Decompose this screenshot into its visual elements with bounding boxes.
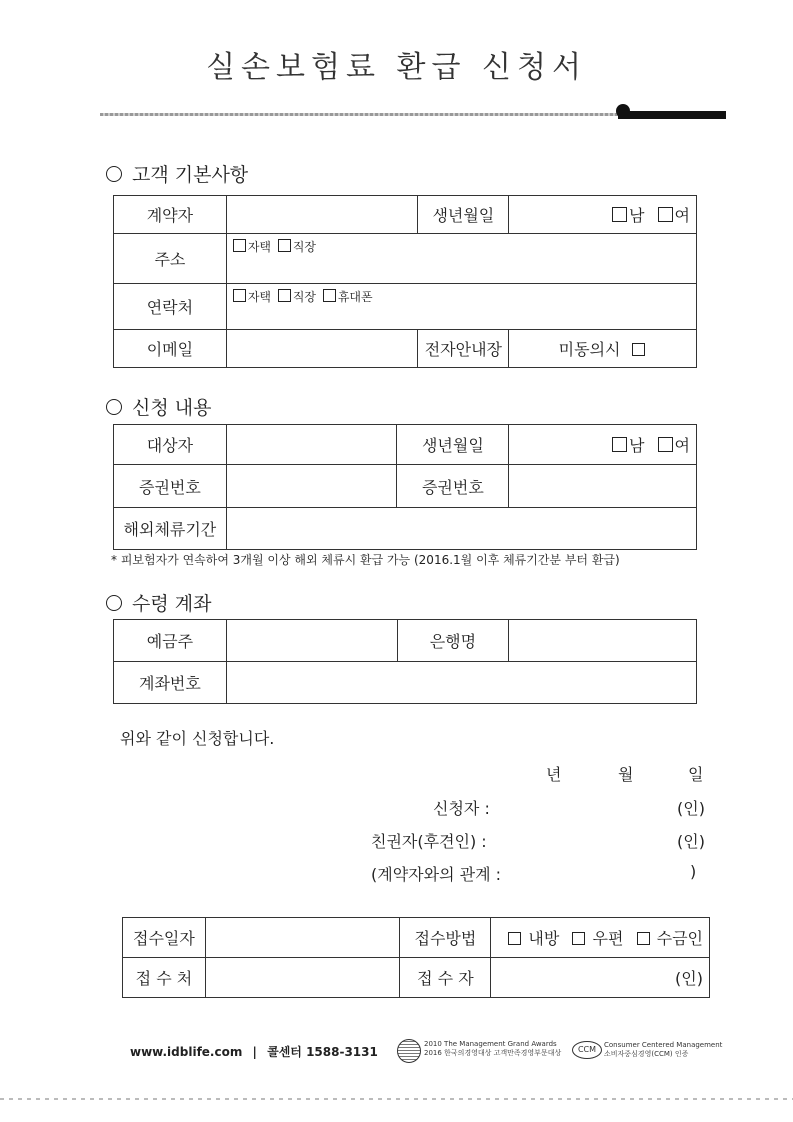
award1-text: 2010 The Management Grand Awards 2016 한국의경영대상 고객만족경영부문대상 xyxy=(424,1040,562,1057)
address-work-checkbox[interactable] xyxy=(278,239,291,252)
overseas-period-label: 해외체류기간 xyxy=(114,508,227,550)
section-account-heading: 수령 계좌 xyxy=(106,589,211,616)
receipt-table xyxy=(122,917,710,998)
e-notice-field[interactable]: 미동의시 xyxy=(509,330,697,368)
email-field[interactable] xyxy=(226,330,418,368)
section-customer-heading: 고객 기본사항 xyxy=(106,160,248,187)
mail-checkbox[interactable] xyxy=(572,932,585,945)
address-label: 주소 xyxy=(114,234,227,284)
contractor-label: 계약자 xyxy=(114,196,227,234)
ccm-logo-icon: CCM xyxy=(572,1041,602,1059)
refund-note: * 피보험자가 연속하여 3개월 이상 해외 체류시 환급 가능 (2016.1월 이후 체류기간분 부터 환급) xyxy=(111,553,620,567)
date-year: 년 xyxy=(546,765,562,784)
collector-checkbox[interactable] xyxy=(637,932,650,945)
target-female-checkbox[interactable] xyxy=(658,437,673,452)
receipt-place-label: 접 수 처 xyxy=(123,958,206,998)
female-checkbox[interactable] xyxy=(658,207,673,222)
title-rule-thick xyxy=(618,111,726,119)
circle-bullet-icon xyxy=(106,399,122,415)
contractor-field[interactable] xyxy=(226,196,418,234)
application-table xyxy=(113,424,697,550)
website-link[interactable]: www.idblife.com xyxy=(130,1045,243,1059)
relation-close: ) xyxy=(690,862,697,881)
circle-bullet-icon xyxy=(106,595,122,611)
policy-no-field-1[interactable] xyxy=(226,465,397,508)
receipt-method-field[interactable]: 내방 우편 수금인 xyxy=(491,918,710,958)
target-birth-date-label: 생년월일 xyxy=(397,425,509,465)
not-agree-checkbox[interactable] xyxy=(632,343,645,356)
target-gender-field[interactable]: 남 여 xyxy=(509,425,697,465)
contact-field[interactable]: 자택 직장 휴대폰 xyxy=(226,284,696,330)
applicant-seal: (인) xyxy=(677,799,705,818)
date-month: 월 xyxy=(618,765,634,784)
policy-no-field-2[interactable] xyxy=(509,465,697,508)
footer-contact: www.idblife.com | 콜센터 1588-3131 xyxy=(130,1045,378,1059)
guardian-label: 친권자(후견인) : xyxy=(371,832,487,851)
scan-noise-line xyxy=(0,1098,793,1100)
overseas-period-field[interactable] xyxy=(226,508,696,550)
callcenter: 콜센터 1588-3131 xyxy=(267,1045,378,1059)
receipt-place-field[interactable] xyxy=(205,958,400,998)
applicant-label: 신청자 : xyxy=(433,799,490,818)
receiver-label: 접 수 자 xyxy=(400,958,491,998)
relation-label: (계약자와의 관계 : xyxy=(371,865,501,884)
email-label: 이메일 xyxy=(114,330,227,368)
birth-date-label: 생년월일 xyxy=(418,196,509,234)
title-rule-thin xyxy=(100,113,620,116)
award-globe-icon xyxy=(397,1039,421,1063)
address-field[interactable]: 자택 직장 xyxy=(226,234,696,284)
bank-field[interactable] xyxy=(509,620,697,662)
gender-field[interactable]: 남 여 xyxy=(509,196,697,234)
holder-field[interactable] xyxy=(226,620,397,662)
account-no-label: 계좌번호 xyxy=(114,662,227,704)
target-field[interactable] xyxy=(226,425,397,465)
contact-home-checkbox[interactable] xyxy=(233,289,246,302)
receipt-date-label: 접수일자 xyxy=(123,918,206,958)
male-checkbox[interactable] xyxy=(612,207,627,222)
bank-label: 은행명 xyxy=(397,620,509,662)
account-no-field[interactable] xyxy=(226,662,696,704)
page-title: 실손보험료 환급 신청서 xyxy=(206,50,587,85)
receipt-date-field[interactable] xyxy=(205,918,400,958)
policy-no-label-2: 증권번호 xyxy=(397,465,509,508)
receipt-method-label: 접수방법 xyxy=(400,918,491,958)
receiver-field[interactable]: (인) xyxy=(491,958,710,998)
holder-label: 예금주 xyxy=(114,620,227,662)
circle-bullet-icon xyxy=(106,166,122,182)
target-male-checkbox[interactable] xyxy=(612,437,627,452)
date-day: 일 xyxy=(688,765,704,784)
account-table xyxy=(113,619,697,704)
address-home-checkbox[interactable] xyxy=(233,239,246,252)
declaration-text: 위와 같이 신청합니다. xyxy=(120,729,275,748)
policy-no-label-1: 증권번호 xyxy=(114,465,227,508)
target-label: 대상자 xyxy=(114,425,227,465)
award2-text: Consumer Centered Management 소비자중심경영(CCM) 인증 xyxy=(604,1041,723,1058)
contact-mobile-checkbox[interactable] xyxy=(323,289,336,302)
visit-checkbox[interactable] xyxy=(508,932,521,945)
contact-work-checkbox[interactable] xyxy=(278,289,291,302)
section-application-heading: 신청 내용 xyxy=(106,393,211,420)
e-notice-label: 전자안내장 xyxy=(418,330,509,368)
contact-label: 연락처 xyxy=(114,284,227,330)
customer-table xyxy=(113,195,697,368)
guardian-seal: (인) xyxy=(677,832,705,851)
